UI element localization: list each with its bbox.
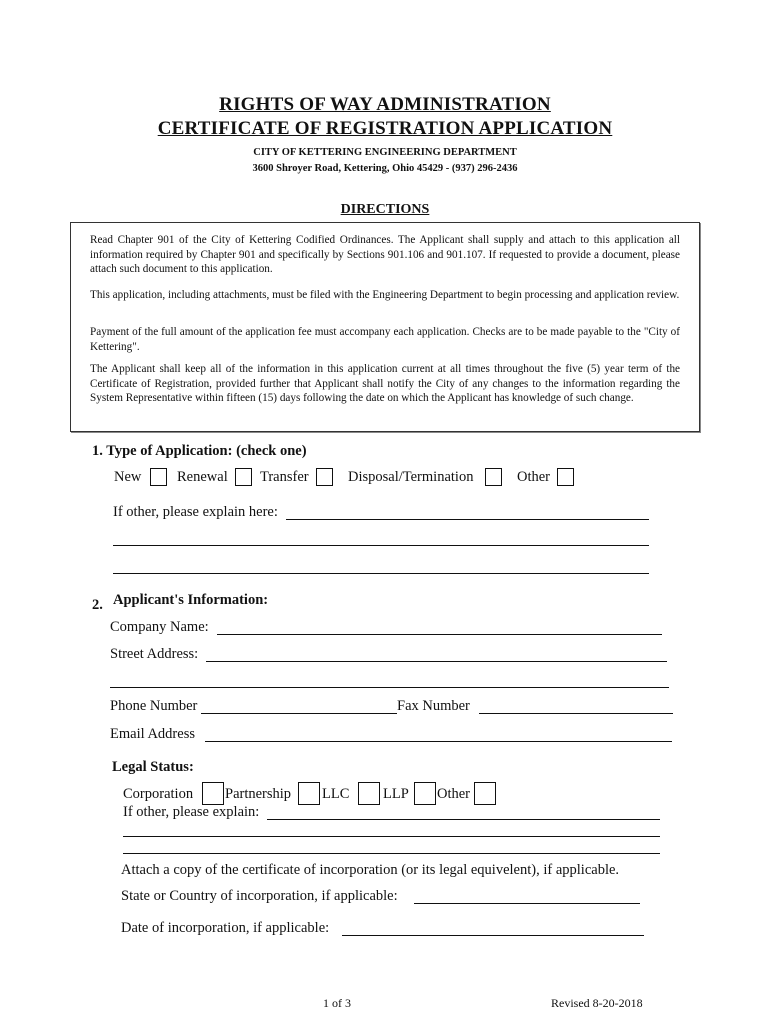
option-disposal-checkbox[interactable] — [485, 468, 502, 486]
explain-input-line-1[interactable] — [286, 519, 649, 520]
street-address-input[interactable] — [206, 661, 667, 662]
fax-number-label: Fax Number — [397, 698, 470, 714]
legal-explain-label: If other, please explain: — [123, 804, 260, 820]
option-other-checkbox[interactable] — [557, 468, 574, 486]
directions-paragraph-3: Payment of the full amount of the application fee must accompany each application. Checks are to be made payable to the "City of Kettering". — [90, 326, 680, 353]
page-number: 1 of 3 — [323, 996, 351, 1010]
legal-explain-input-line-3[interactable] — [123, 853, 660, 854]
email-address-input[interactable] — [205, 741, 672, 742]
legal-explain-input-line-1[interactable] — [267, 819, 660, 820]
street-address-label: Street Address: — [110, 646, 199, 662]
attach-certificate-note: Attach a copy of the certificate of incorporation (or its legal equivelent), if applicable. — [121, 862, 620, 878]
directions-paragraph-4: The Applicant shall keep all of the information in this application current at all times throughout the five (5) year term of the Certificate of Registration, provided further that Applicant shall notify the City of any changes to the information regarding the System Representative within fifteen (15) days following the date on which the Applicant has knowledge of such change. — [90, 363, 680, 404]
state-of-incorporation-label: State or Country of incorporation, if applicable: — [121, 888, 398, 904]
department-name: CITY OF KETTERING ENGINEERING DEPARTMENT — [253, 147, 517, 158]
option-renewal-label: Renewal — [177, 469, 228, 485]
directions-heading: DIRECTIONS — [340, 202, 430, 217]
section-2-number: 2. — [92, 597, 103, 613]
legal-other-label: Other — [437, 786, 471, 802]
explain-label: If other, please explain here: — [113, 504, 278, 520]
legal-llc-label: LLC — [322, 786, 350, 802]
section-2-heading: Applicant's Information: — [113, 592, 269, 608]
legal-llp-checkbox[interactable] — [414, 782, 436, 805]
legal-llp-label: LLP — [383, 786, 409, 802]
phone-number-input[interactable] — [201, 713, 397, 714]
option-disposal-label: Disposal/Termination — [348, 469, 474, 485]
option-transfer-checkbox[interactable] — [316, 468, 333, 486]
company-name-label: Company Name: — [110, 619, 209, 635]
legal-partnership-checkbox[interactable] — [298, 782, 320, 805]
explain-input-line-3[interactable] — [113, 573, 649, 574]
state-of-incorporation-input[interactable] — [414, 903, 640, 904]
legal-corporation-label: Corporation — [123, 786, 194, 802]
explain-input-line-2[interactable] — [113, 545, 649, 546]
legal-corporation-checkbox[interactable] — [202, 782, 224, 805]
legal-llc-checkbox[interactable] — [358, 782, 380, 805]
legal-partnership-label: Partnership — [225, 786, 292, 802]
option-new-checkbox[interactable] — [150, 468, 167, 486]
company-name-input[interactable] — [217, 634, 662, 635]
legal-status-heading: Legal Status: — [112, 759, 194, 775]
department-address: 3600 Shroyer Road, Kettering, Ohio 45429 - (937) 296-2436 — [252, 163, 518, 174]
legal-explain-input-line-2[interactable] — [123, 836, 660, 837]
directions-paragraph-1: Read Chapter 901 of the City of Kettering Codified Ordinances. The Applicant shall supply and attach to this application all information required by Chapter 901 and specifically by Sections 901.106 and 901.107. If requested to provide a document, please attach such document to this application. — [90, 234, 680, 275]
option-other-label: Other — [517, 469, 551, 485]
legal-other-checkbox[interactable] — [474, 782, 496, 805]
option-transfer-label: Transfer — [260, 469, 309, 485]
revision-date: Revised 8-20-2018 — [551, 996, 643, 1010]
option-renewal-checkbox[interactable] — [235, 468, 252, 486]
email-address-label: Email Address — [110, 726, 195, 742]
street-address-input-line-2[interactable] — [110, 687, 669, 688]
fax-number-input[interactable] — [479, 713, 673, 714]
directions-paragraph-2: This application, including attachments, must be filed with the Engineering Department to begin processing and application review. — [90, 289, 680, 301]
option-new-label: New — [114, 469, 142, 485]
section-1-heading: 1. Type of Application: (check one) — [92, 443, 307, 459]
date-of-incorporation-label: Date of incorporation, if applicable: — [121, 920, 330, 936]
title-line-1: RIGHTS OF WAY ADMINISTRATION — [219, 94, 551, 115]
date-of-incorporation-input[interactable] — [342, 935, 644, 936]
phone-number-label: Phone Number — [110, 698, 198, 714]
title-line-2: CERTIFICATE OF REGISTRATION APPLICATION — [157, 118, 613, 139]
